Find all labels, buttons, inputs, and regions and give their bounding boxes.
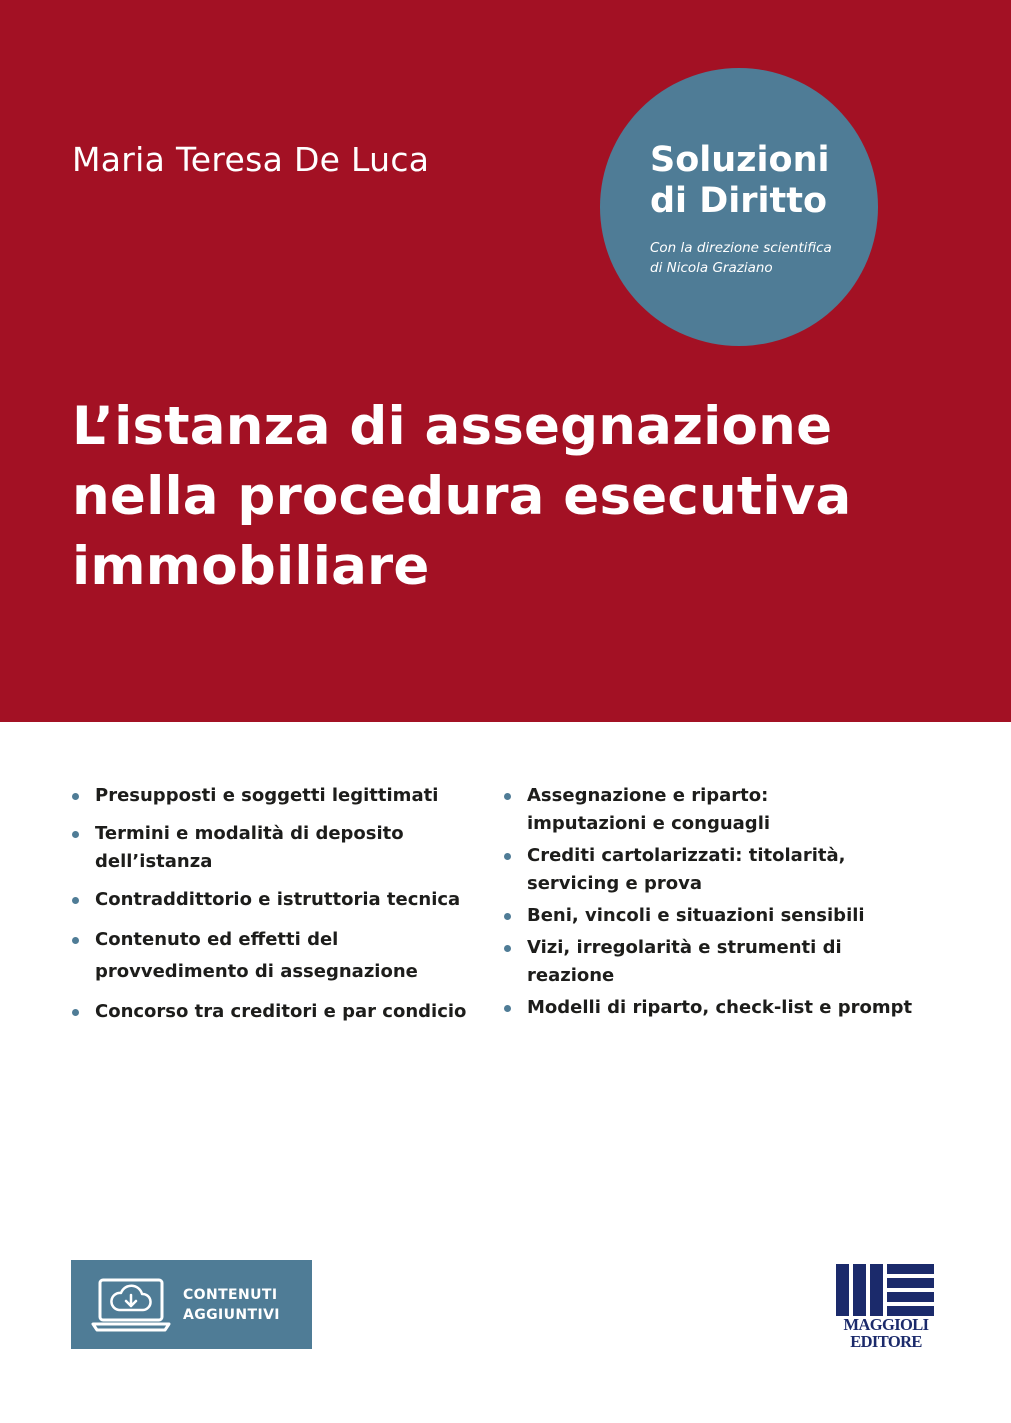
series-editor-line: di Nicola Graziano: [650, 260, 773, 276]
topic-item: Modelli di riparto, check-list e prompt: [504, 994, 924, 1022]
series-title: [650, 140, 870, 222]
series-title-line: Soluzioni: [650, 140, 830, 180]
topics-list-left: [72, 782, 492, 1036]
laptop-cloud-download-icon: [91, 1274, 171, 1336]
topics-list-right: [504, 782, 924, 1026]
topic-item: Assegnazione e riparto: imputazioni e conguagli: [504, 782, 872, 838]
publisher-name-line: EDITORE: [850, 1332, 922, 1351]
extra-content-label: [183, 1285, 280, 1325]
publisher-logo: [836, 1264, 936, 1354]
topic-item: Concorso tra creditori e par condicio: [72, 998, 492, 1026]
extra-content-line: AGGIUNTIVI: [183, 1307, 280, 1323]
author-name: Maria Teresa De Luca: [72, 140, 430, 179]
topic-item: Termini e modalità di deposito dell’istanza: [72, 820, 492, 876]
topic-item: Contraddittorio e istruttoria tecnica: [72, 886, 492, 914]
topic-item: Presupposti e soggetti legittimati: [72, 782, 492, 810]
series-title-line: di Diritto: [650, 181, 828, 221]
publisher-name: [836, 1316, 936, 1350]
series-badge: [600, 68, 878, 346]
publisher-name-line: MAGGIOLI: [843, 1315, 929, 1334]
topic-item: Crediti cartolarizzati: titolarità, servicing e prova: [504, 842, 902, 898]
topic-item: Vizi, irregolarità e strumenti di reazione: [504, 934, 924, 990]
book-title-line: L’istanza di assegnazione: [72, 396, 833, 457]
extra-content-line: CONTENUTI: [183, 1287, 278, 1303]
series-editor-line: Con la direzione scientifica: [650, 240, 832, 256]
topic-item: Beni, vincoli e situazioni sensibili: [504, 902, 924, 930]
publisher-mark-icon: [836, 1264, 934, 1316]
book-title: [72, 392, 972, 602]
book-title-line: immobiliare: [72, 536, 430, 597]
series-editor-note: [650, 238, 870, 278]
topic-item: Contenuto ed effetti del provvedimento di assegnazione: [72, 924, 480, 988]
book-title-line: nella procedura esecutiva: [72, 466, 852, 527]
extra-content-badge: [71, 1260, 312, 1349]
